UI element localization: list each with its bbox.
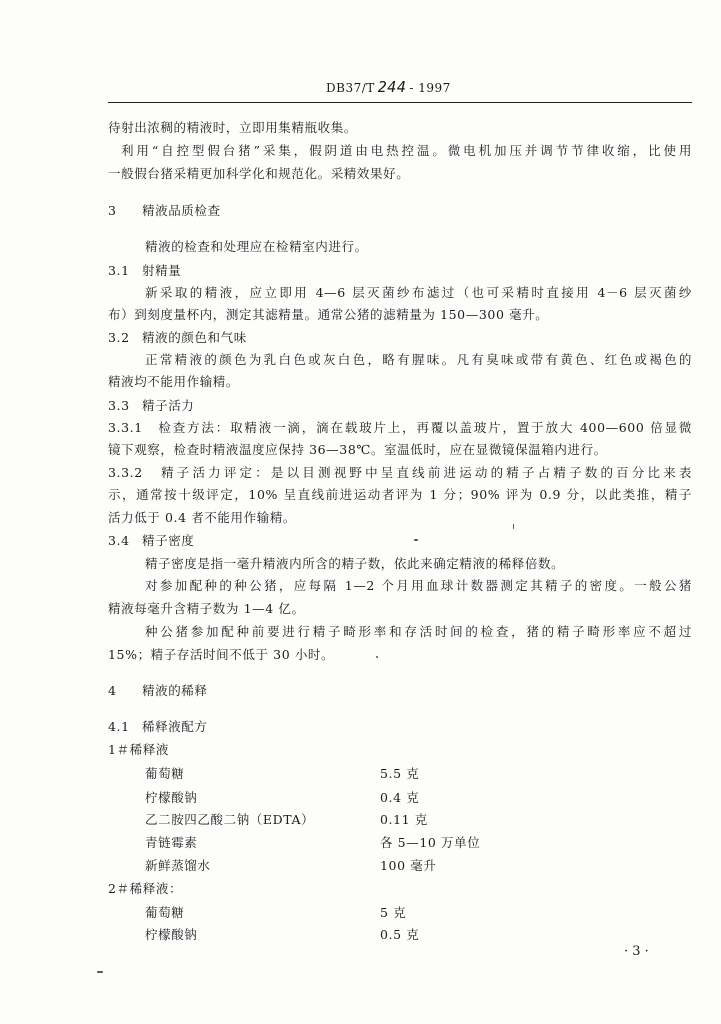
paragraph-line: 布）到刻度量杯内，测定其滤精量。通常公猪的滤精量为 150—300 毫升。 xyxy=(108,307,549,322)
diluent-2-heading: 2＃稀释液： xyxy=(108,881,183,896)
section-number: 3 xyxy=(108,203,117,218)
paragraph-line: 对参加配种的种公猪，应每隔 1—2 个月用血球计数器测定其精子的密度。一般公猪 xyxy=(145,578,692,593)
section-heading-4 xyxy=(108,683,208,699)
ingredient-name: 葡萄糖 xyxy=(145,766,185,781)
paragraph-line: 正常精液的颜色为乳白色或灰白色，略有腥味。凡有臭味或带有黄色、红色或褐色的 xyxy=(145,352,692,367)
paragraph-line: 利用“自控型假台猪”采集，假阴道由电热控温。微电机加压并调节节律收缩，比使用 xyxy=(121,143,692,158)
paragraph-line: 种公猪参加配种前要进行精子畸形率和存活时间的检查，猪的精子畸形率应不超过 xyxy=(145,624,692,639)
paragraph-line: 精子密度是指一毫升精液内所含的精子数，依此来确定精液的稀释倍数。 xyxy=(145,556,565,571)
section-title: 精子密度 xyxy=(142,533,195,548)
section-heading-3-4 xyxy=(108,533,194,549)
header-standard-number: 244 xyxy=(377,78,407,96)
ingredient-amount: 0.5 克 xyxy=(380,927,420,942)
ingredient-name: 柠檬酸钠 xyxy=(145,790,198,805)
ingredient-name: 柠檬酸钠 xyxy=(145,927,198,942)
scan-speck xyxy=(376,656,378,658)
diluent-1-heading: 1＃稀释液 xyxy=(108,742,169,757)
section-heading-3 xyxy=(108,203,221,219)
scan-speck xyxy=(513,524,514,529)
paragraph-line: 精液每毫升含精子数为 1—4 亿。 xyxy=(108,601,305,616)
paragraph-line: 待射出浓稠的精液时，立即用集精瓶收集。 xyxy=(108,120,357,135)
paragraph-line: 示，通常按十级评定，10% 呈直线前进运动者评为 1 分；90% 评为 0.9 分，以此类推，精子 xyxy=(108,487,692,502)
section-title: 精液的颜色和气味 xyxy=(142,330,247,345)
section-heading-4-1 xyxy=(108,719,208,735)
section-number: 3.4 xyxy=(108,533,130,548)
section-number: 4 xyxy=(108,683,117,698)
paragraph-line: 活力低于 0.4 者不能用作输精。 xyxy=(108,510,297,525)
scan-speck xyxy=(414,539,418,541)
section-number: 3.3 xyxy=(108,398,130,413)
section-number: 3.1 xyxy=(108,263,130,278)
ingredient-amount: 0.4 克 xyxy=(380,790,420,805)
ingredient-name: 葡萄糖 xyxy=(145,905,185,920)
ingredient-name: 乙二胺四乙酸二钠（EDTA） xyxy=(145,812,315,827)
paragraph-line: 15%；精子存活时间不低于 30 小时。 xyxy=(108,647,335,662)
paragraph-line: 新采取的精液，应立即用 4—6 层灭菌纱布滤过（也可采精时直接用 4－6 层灭菌纱 xyxy=(145,285,692,300)
ingredient-amount: 各 5—10 万单位 xyxy=(380,835,481,850)
header-standard-year: - 1997 xyxy=(409,81,451,95)
paragraph-line: 3.3.1 检查方法：取精液一滴，滴在载玻片上，再覆以盖玻片，置于放大 400—600 倍显微 xyxy=(108,420,692,435)
ingredient-amount: 5.5 克 xyxy=(380,766,420,781)
paragraph-line: 一般假台猪采精更加科学化和规范化。采精效果好。 xyxy=(108,166,410,181)
section-title: 精液的稀释 xyxy=(142,683,208,698)
section-heading-3-3 xyxy=(108,398,194,414)
paragraph-line: 精液的检查和处理应在检精室内进行。 xyxy=(145,239,368,254)
ingredient-amount: 100 毫升 xyxy=(380,858,437,873)
paragraph-line: 3.3.2 精子活力评定：是以目测视野中呈直线前进运动的精子占精子数的百分比来表 xyxy=(108,465,692,480)
section-title: 精子活力 xyxy=(142,398,195,413)
section-heading-3-1 xyxy=(108,263,181,279)
ingredient-name: 新鲜蒸馏水 xyxy=(145,858,211,873)
paragraph-line: 镜下观察，检查时精液温度应保持 36—38℃。室温低时，应在显微镜保温箱内进行。 xyxy=(108,442,607,457)
header-rule xyxy=(108,102,692,103)
section-title: 射精量 xyxy=(142,263,182,278)
document-header xyxy=(326,78,451,96)
section-title: 精液品质检查 xyxy=(142,203,221,218)
ingredient-amount: 5 克 xyxy=(380,905,407,920)
section-number: 4.1 xyxy=(108,719,130,734)
ingredient-amount: 0.11 克 xyxy=(380,812,428,827)
page-number: · 3 · xyxy=(624,944,649,959)
header-standard-code: DB37/T xyxy=(326,81,375,95)
scan-speck xyxy=(97,971,103,973)
section-heading-3-2 xyxy=(108,330,247,346)
paragraph-line: 精液均不能用作输精。 xyxy=(108,374,240,389)
section-number: 3.2 xyxy=(108,330,130,345)
ingredient-name: 青链霉素 xyxy=(145,835,198,850)
section-title: 稀释液配方 xyxy=(142,719,208,734)
